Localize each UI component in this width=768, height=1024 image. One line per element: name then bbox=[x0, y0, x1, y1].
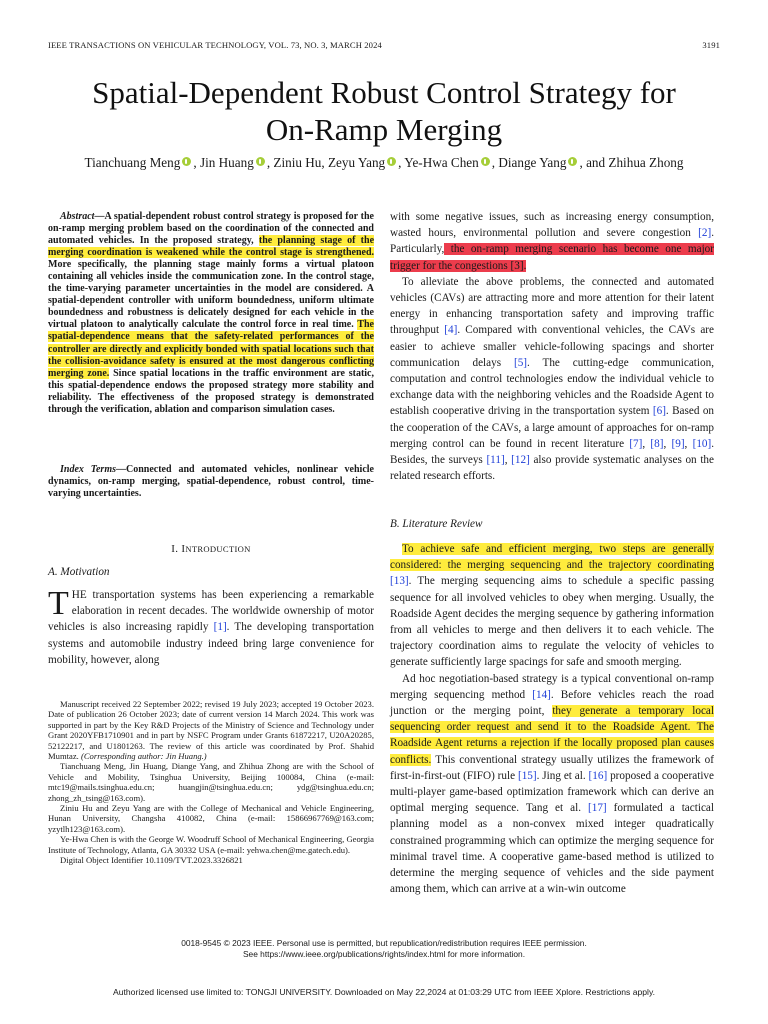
citation-link[interactable]: [8] bbox=[650, 437, 664, 450]
abstract-text: —A spatial-dependent robust control strategy is proposed for the on-ramp merging problem based on the coordination of the connected and automated vehicles. In the proposed strategy, bbox=[48, 211, 374, 247]
author-list bbox=[30, 154, 738, 171]
abstract-text: More specifically, the planning stage mainly forms a virtual platoon containing all vehicles inside the communication zone. In the control stage, the time-varying parameter uncertainties in the model are considered. A spatial-dependent controller with uniform boundedness, uniform ultimate boundedness and robustness is delicately designed for each vehicle in the virtual platoon to analytically calculate the control force in real time. bbox=[48, 259, 374, 331]
download-notice: Authorized licensed use limited to: TONGJI UNIVERSITY. Downloaded on May 22,2024 at 01:03:29 UTC from IEEE Xplore. Restrictions apply. bbox=[113, 987, 655, 997]
citation-link[interactable]: [16] bbox=[588, 769, 608, 782]
title-line-1: Spatial-Dependent Robust Control Strategy for bbox=[92, 75, 676, 110]
body-text: To alleviate the above problems, the connected and automated vehicles (CAVs) are attracting more and more attention for their latent energy in enhancing transportation safety and improving traffic throughput bbox=[390, 275, 714, 337]
author-name[interactable]: Ziniu Hu, Zeyu Yang bbox=[273, 155, 386, 170]
author-name[interactable]: Tianchuang Meng bbox=[84, 155, 181, 170]
copyright-notice bbox=[40, 938, 728, 960]
subsection-heading-motivation: A. Motivation bbox=[48, 566, 110, 578]
body-text: Ad hoc negotiation-based strategy is a typical conventional on-ramp merging sequencing method bbox=[390, 672, 714, 701]
index-terms-label: Index Terms bbox=[60, 464, 116, 475]
intro-paragraph bbox=[48, 587, 374, 668]
corresponding-author: (Corresponding author: Jin Huang.) bbox=[80, 751, 207, 762]
body-text: . The cutting-edge communication, computation and control technologies endow the individual vehicle to exchange data with the neighboring vehicles and the Roadside Agent to establish cooperative driving in the transportation system bbox=[390, 356, 714, 418]
orcid-icon[interactable] bbox=[256, 157, 265, 166]
orcid-icon[interactable] bbox=[182, 157, 191, 166]
citation-link[interactable]: [5] bbox=[513, 356, 528, 369]
body-text: formulated a tactical planning model as a non-convex mixed integer quadratically constrained programming which can optimize the merging sequence for minimal travel time. A cooperative game-based method is utilized to determine the merging sequence of vehicles and the side payment among them, which can arrive at a win-win outcome bbox=[390, 802, 714, 896]
orcid-icon[interactable] bbox=[481, 157, 490, 166]
literature-review-text bbox=[390, 541, 714, 897]
highlighted-sentence: the on-ramp merging scenario has become one major trigger for the congestions bbox=[390, 243, 714, 272]
highlighted-text[interactable]: they generate a temporary local sequencing order request and send it to the Roadside Agent. The Roadside Agent returns a rejection if the locally proposed plan causes conflicts. bbox=[390, 705, 714, 766]
citation-link[interactable]: [7] bbox=[629, 437, 643, 450]
drop-cap: T bbox=[48, 585, 69, 622]
citation-link[interactable]: [15] bbox=[517, 769, 537, 782]
citation-link[interactable]: [12] bbox=[511, 454, 530, 467]
highlighted-text[interactable]: The spatial-dependence means that the safety-related performances of the controller are directly and explicitly bonded with spatial locations such that the collision-avoidance safety is ensured at the most dangerous conflicting merging zone. bbox=[48, 319, 374, 379]
rights-link-line[interactable]: See https://www.ieee.org/publications/rights/index.html for more information. bbox=[242, 949, 526, 959]
citation-link[interactable]: [2] bbox=[698, 227, 712, 240]
author-name[interactable]: Jin Huang bbox=[199, 155, 254, 170]
abstract-label: Abstract bbox=[60, 211, 95, 222]
body-text: proposed a cooperative multi-player game-based optimization framework which can derive an optimal merging sequence. Tang et al. bbox=[390, 769, 714, 815]
orcid-icon[interactable] bbox=[387, 157, 396, 166]
body-text: . Compared with conventional vehicles, the CAVs are easier to achieve smaller vehicle-following spacings and shorter communication delays bbox=[390, 324, 714, 369]
footnote bbox=[48, 699, 374, 866]
author-separator: , bbox=[491, 155, 499, 170]
doi-text: Digital Object Identifier 10.1109/TVT.2023.3326821 bbox=[60, 855, 243, 866]
author-separator: , bbox=[193, 155, 200, 170]
orcid-icon[interactable] bbox=[568, 157, 577, 166]
section-title: NTRODUCTION bbox=[185, 544, 251, 554]
author-separator: , bbox=[398, 155, 405, 170]
citation-link[interactable]: [17] bbox=[588, 802, 607, 815]
author-name[interactable]: Zhihua Zhong bbox=[608, 155, 684, 170]
index-terms bbox=[48, 464, 374, 500]
citation-link[interactable]: [1] bbox=[213, 621, 227, 634]
page-number: 3191 bbox=[702, 40, 720, 50]
body-text: HE transportation systems has been experiencing a remarkable elaboration in recent decades. The worldwide ownership of motor vehicles is also increasing rapidly bbox=[48, 589, 374, 634]
citation-link[interactable]: [10] bbox=[692, 437, 712, 450]
author-name[interactable]: Ye-Hwa Chen bbox=[404, 155, 479, 170]
citation-link[interactable]: [6] bbox=[652, 405, 666, 418]
running-header bbox=[48, 40, 720, 54]
index-terms-text: —Connected and automated vehicles, nonlinear vehicle dynamics, on-ramp merging, spatial-dependence, robust control, time-varying uncertainties. bbox=[48, 464, 374, 500]
body-text: with some negative issues, such as increasing energy consumption, wasted hours, environmental pollution and severe congestion bbox=[390, 211, 714, 240]
subsection-heading-literature-review: B. Literature Review bbox=[390, 518, 483, 530]
title-line-2: On-Ramp Merging bbox=[265, 112, 503, 147]
author-separator: , bbox=[266, 155, 274, 170]
author-separator: , and bbox=[579, 155, 609, 170]
abstract bbox=[48, 211, 374, 416]
paper-title bbox=[40, 74, 728, 148]
citation-link[interactable]: [14] bbox=[532, 688, 551, 701]
section-heading-introduction bbox=[48, 543, 374, 555]
body-text: . The merging sequencing aims to schedule a specific passing sequence for all involved vehicles to obey when merging. Usually, the Roadside Agent decides the merging sequence by gathering information from all vehicles to merge and then delivers it to each vehicle. The trajectory coordination aims to regulate the velocity of vehicles to generate sufficiently large spacings for safe and smooth merging. bbox=[390, 575, 714, 669]
section-number: I. I bbox=[171, 543, 186, 555]
right-column: with some negative issues, such as increasing energy consumption, wasted hours, environmental pollution and severe congestion [2]. Particularly, the on-ramp merging scenario has become one major trigger for the congestions [3]. To alleviate the above problems, the connected and automated vehicles (CAVs) are attracting more and more attention for their latent energy in enhancing transportation safety and improving traffic throughput [4]. Compared with conventional vehicles, the CAVs are easier to achieve smaller vehicle-following spacings and shorter communication delays [5]. The cutting-edge communication, computation and control technologies endow the individual vehicle to exchange data with the neighboring vehicles and the Roadside Agent to establish cooperative driving in the transportation system [6]. Based on the cooperation of the CAVs, a large amount of approaches for on-ramp merging control can be found in recent literature [7], [8], [9], [10]. Besides, the surveys [11], [12] also provide systematic analyses on the related research efforts. bbox=[390, 211, 715, 483]
copyright-line: 0018-9545 © 2023 IEEE. Personal use is permitted, but republication/redistribution requires IEEE permission. bbox=[181, 938, 587, 948]
author-name[interactable]: Diange Yang bbox=[498, 155, 567, 170]
footnote-text: Manuscript received 22 September 2022; revised 19 July 2023; accepted 19 October 2023. Date of publication 26 October 2023; date of current version 14 March 2024. This work was supported in part by the Key R&D Projects of the Ministry of Science and Technology under Grant 2020YFB1710901 and in part by NSFC Program under Grants 61872217, U20A20285, 52122217, and U1801263. The review of this article was coordinated by Prof. Shahid Mumtaz. bbox=[48, 699, 374, 762]
body-text: . The developing transportation systems and automobile industry indeed bring large convenience for mobility, however, along bbox=[48, 621, 374, 666]
citation-link[interactable]: [3]. bbox=[510, 259, 527, 272]
body-text: . Based on the cooperation of the CAVs, a large amount of approaches for on-ramp merging control can be found in recent literature bbox=[390, 405, 715, 450]
abstract-text: Since spatial locations in the traffic environment are static, this spatial-dependence endows the proposed strategy more stability and reliability. The effectiveness of the proposed strategy is demonstrated through the verification, ablation and comparison simulation cases. bbox=[48, 367, 374, 415]
citation-link[interactable]: [9] bbox=[671, 437, 685, 450]
body-text: This conventional strategy usually utilizes the framework of first-in-first-out (FIFO) rule bbox=[390, 753, 714, 782]
citation-link[interactable]: [4] bbox=[444, 324, 458, 337]
footnote-text: Tianchuang Meng, Jin Huang, Diange Yang, and Zhihua Zhong are with the School of Vehicle and Mobility, Tsinghua University, Beijing 100084, China (e-mail: mtc19@mails.tsinghua.edu.cn; huangjin@tsinghua.edu.cn; ydg@tsinghua.edu.cn; zhong_zh_tsing@163.com). bbox=[48, 761, 374, 803]
body-text: also provide systematic analyses on the related research efforts. bbox=[390, 454, 714, 483]
citation-link[interactable]: [13] bbox=[390, 575, 409, 588]
body-text: . Besides, the surveys bbox=[390, 437, 715, 467]
footnote-text: Ye-Hwa Chen is with the George W. Woodruff School of Mechanical Engineering, Georgia Institute of Technology, Atlanta, GA 30332 USA (e-mail: yehwa.chen@me.gatech.edu). bbox=[48, 834, 374, 855]
footnote-text: Ziniu Hu and Zeyu Yang are with the College of Mechanical and Vehicle Engineering, Hunan University, Changsha 410082, China (e-mail: 15866967769@163.com; yzytlh123@163.com). bbox=[48, 803, 374, 834]
citation-link[interactable]: [11] bbox=[486, 454, 505, 467]
highlighted-text[interactable]: To achieve safe and efficient merging, two steps are generally considered: the merging sequencing and the trajectory coordinating bbox=[390, 543, 714, 572]
body-text: . Particularly, bbox=[390, 227, 714, 256]
journal-name: IEEE TRANSACTIONS ON VEHICULAR TECHNOLOGY, VOL. 73, NO. 3, MARCH 2024 bbox=[48, 40, 382, 50]
body-text: . Jing et al. bbox=[536, 769, 589, 782]
body-text: . Before vehicles reach the road junction or the merging point, bbox=[390, 688, 715, 718]
highlighted-text[interactable]: the planning stage of the merging coordination is weakened while the control stage is strengthened. bbox=[48, 235, 375, 259]
